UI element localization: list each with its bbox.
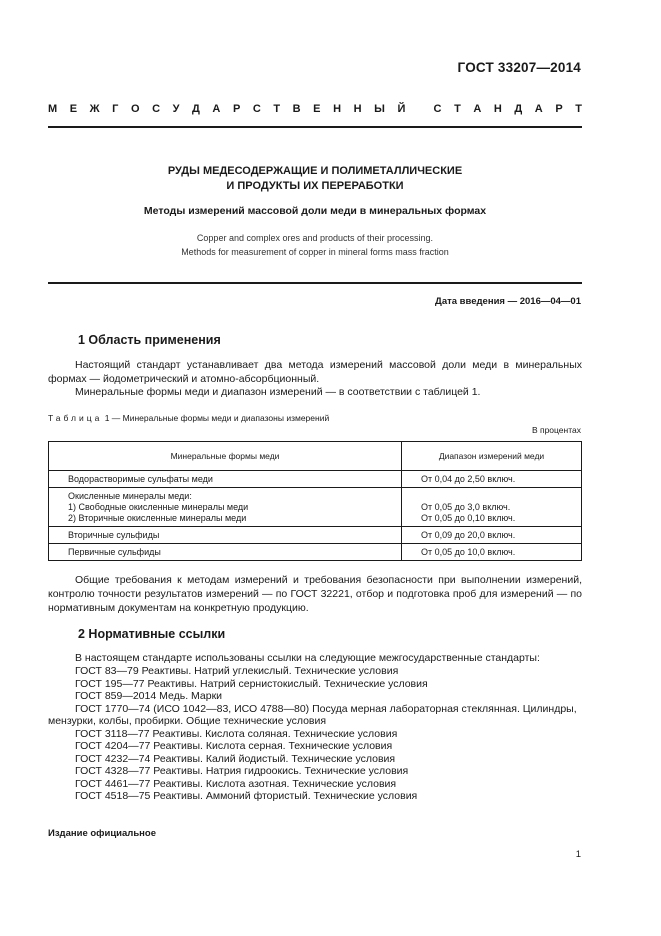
title-line-1: РУДЫ МЕДЕСОДЕРЖАЩИЕ И ПОЛИМЕТАЛЛИЧЕСКИЕ: [167, 165, 463, 177]
measurement-range-line: От 0,05 до 10,0 включ.: [421, 547, 516, 557]
reference-item: ГОСТ 859—2014 Медь. Марки: [75, 690, 223, 702]
interstate-letter: А: [534, 103, 543, 115]
reference-item: ГОСТ 4461—77 Реактивы. Кислота азотная. Технические условия: [75, 777, 397, 790]
title-divider: [48, 282, 582, 284]
interstate-letter: Ж: [89, 103, 100, 115]
table-row: [49, 544, 582, 561]
mineral-form-line: Вторичные сульфиды: [68, 530, 160, 540]
page-number: 1: [575, 849, 581, 860]
interstate-letter: Д: [192, 103, 200, 115]
measurement-range-line: [421, 491, 581, 502]
mineral-form-cell: [49, 544, 402, 561]
interstate-letter: Г: [112, 103, 119, 115]
measurement-range-line: От 0,04 до 2,50 включ.: [421, 474, 516, 484]
title-line-2: И ПРОДУКТЫ ИХ ПЕРЕРАБОТКИ: [226, 180, 404, 192]
section-1-paragraph-2: Минеральные формы меди и диапазон измерений — в соответствии с таблицей 1.: [75, 386, 481, 398]
english-title-line-1: Copper and complex ores and products of their processing.: [196, 233, 434, 243]
interstate-letter: В: [292, 103, 301, 115]
measurement-range-cell: [402, 471, 582, 488]
interstate-letter: Н: [353, 103, 362, 115]
table-caption-word: Таблица: [48, 413, 103, 423]
measurement-range-cell: [402, 527, 582, 544]
interstate-letter: С: [433, 103, 442, 115]
interstate-letter: Й: [397, 103, 406, 115]
official-edition-label: Издание официальное: [48, 828, 156, 839]
interstate-letter: А: [473, 103, 482, 115]
table-header-range: Диапазон измерений меди: [402, 442, 582, 471]
header-divider: [48, 126, 582, 128]
interstate-letter: Т: [454, 103, 461, 115]
interstate-letter: У: [172, 103, 180, 115]
reference-item: ГОСТ 4232—74 Реактивы. Калий йодистый. Технические условия: [75, 752, 396, 765]
interstate-letter: Р: [555, 103, 563, 115]
introduction-date: Дата введения — 2016—04—01: [435, 296, 581, 307]
reference-item: ГОСТ 4518—75 Реактивы. Аммоний фтористый. Технические условия: [75, 790, 418, 802]
interstate-letter: Ы: [374, 103, 385, 115]
reference-item: ГОСТ 4204—77 Реактивы. Кислота серная. Технические условия: [75, 740, 393, 752]
reference-item: ГОСТ 4328—77 Реактивы. Натрия гидроокись. Технические условия: [75, 765, 409, 777]
interstate-letter: Р: [232, 103, 241, 115]
table-units: В процентах: [531, 425, 581, 435]
table-row: [49, 527, 582, 544]
reference-item: ГОСТ 83—79 Реактивы. Натрий углекислый. Технические условия: [75, 665, 399, 677]
reference-item: ГОСТ 1770—74 (ИСО 1042—83, ИСО 4788—80) Посуда мерная лабораторная стеклянная. Цилиндры, мензурки, колбы, пробирки. Общие технические условия: [48, 702, 577, 727]
table-caption-text: 1 — Минеральные формы меди и диапазоны измерений: [104, 413, 330, 423]
interstate-letter: М: [48, 103, 58, 115]
document-title: [48, 164, 582, 194]
mineral-form-line: Водорастворимые сульфаты меди: [68, 474, 213, 484]
mineral-form-line: 1) Свободные окисленные минералы меди: [68, 502, 249, 512]
english-title: [48, 231, 582, 259]
interstate-letter: Е: [69, 103, 78, 115]
mineral-form-cell: [49, 527, 402, 544]
standard-number: ГОСТ 33207—2014: [457, 60, 581, 75]
interstate-letter: Н: [493, 103, 502, 115]
mineral-form-line: 2) Вторичные окисленные минералы меди: [68, 513, 247, 523]
table-row: [49, 488, 582, 527]
section-1-heading: 1 Область применения: [78, 333, 221, 347]
document-subtitle: Методы измерений массовой доли меди в минеральных формах: [143, 205, 487, 217]
interstate-letter: Т: [575, 103, 582, 115]
section-2-intro: В настоящем стандарте использованы ссылки на следующие межгосударственные стандарты:: [75, 652, 540, 664]
mineral-forms-table: [48, 441, 582, 561]
interstate-letter: Е: [313, 103, 321, 115]
section-2-heading: 2 Нормативные ссылки: [78, 627, 226, 641]
measurement-range-cell: [402, 488, 582, 527]
mineral-form-cell: [49, 471, 402, 488]
table-header-row: [49, 442, 582, 471]
reference-item: ГОСТ 195—77 Реактивы. Натрий сернистокислый. Технические условия: [75, 677, 428, 690]
normative-references-list: [48, 665, 582, 803]
measurement-range-line: От 0,05 до 0,10 включ.: [421, 513, 516, 523]
interstate-standard-banner: [48, 103, 582, 115]
mineral-form-line: Первичные сульфиды: [68, 547, 161, 557]
table-header-forms: Минеральные формы меди: [49, 442, 402, 471]
table-caption: [48, 413, 329, 423]
interstate-letter: С: [252, 103, 261, 115]
interstate-letter: Т: [273, 103, 281, 115]
section-1-paragraph-3: Общие требования к методам измерений и требования безопасности при выполнении измерений, контролю точности результатов измерений — по ГОСТ 32221, отбор и подготовка проб для измерений — по нормативным документам на конкретную продукцию.: [48, 574, 582, 614]
interstate-letter: Н: [333, 103, 342, 115]
table-row: [49, 471, 582, 488]
interstate-letter: А: [212, 103, 221, 115]
measurement-range-cell: [402, 544, 582, 561]
reference-item: ГОСТ 3118—77 Реактивы. Кислота соляная. Технические условия: [75, 727, 398, 740]
interstate-letter: С: [152, 103, 161, 115]
section-1-paragraph-1: Настоящий стандарт устанавливает два метода измерений массовой доли меди в минеральных формах — йодометрический и атомно-абсорбционный.: [48, 359, 582, 385]
mineral-form-line: Окисленные минералы меди:: [68, 491, 192, 501]
english-title-line-2: Methods for measurement of copper in mineral forms mass fraction: [181, 247, 449, 257]
interstate-letter: О: [130, 103, 140, 115]
measurement-range-line: От 0,05 до 3,0 включ.: [421, 502, 511, 512]
measurement-range-line: От 0,09 до 20,0 включ.: [421, 530, 516, 540]
interstate-letter: [418, 103, 421, 115]
mineral-form-cell: [49, 488, 402, 527]
interstate-letter: Д: [514, 103, 523, 115]
